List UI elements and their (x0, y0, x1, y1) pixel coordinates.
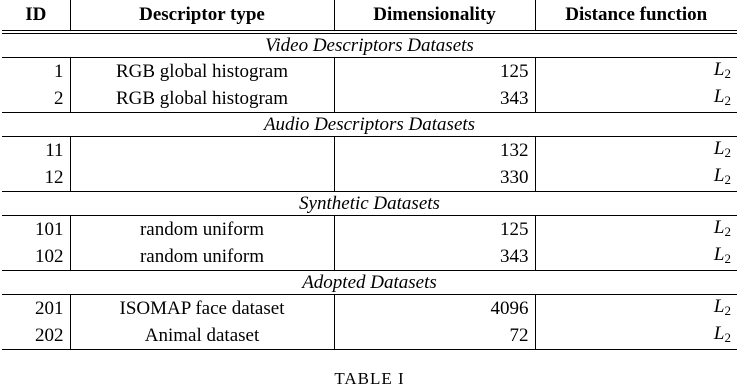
cell-id: 202 (2, 322, 70, 350)
cell-dimensionality: 132 (334, 137, 535, 165)
cell-dimensionality: 72 (334, 322, 535, 350)
cell-dimensionality: 4096 (334, 295, 535, 323)
cell-dimensionality: 343 (334, 243, 535, 271)
cell-descriptor-type (70, 164, 334, 192)
cell-id: 11 (45, 140, 64, 161)
distance-symbol: L (713, 244, 725, 265)
cell-id: 2 (54, 88, 64, 109)
distance-symbol: L (713, 296, 725, 317)
distance-symbol: L (713, 138, 725, 159)
distance-symbol: L (713, 86, 725, 107)
distance-subscript: 2 (724, 66, 731, 81)
cell-distance-function (535, 137, 737, 165)
cell-id: 101 (35, 219, 64, 240)
cell-distance-function (535, 322, 737, 350)
section-title: Video Descriptors Datasets (2, 32, 737, 58)
cell-distance-function (535, 85, 737, 113)
table-row (2, 137, 737, 165)
distance-subscript: 2 (724, 251, 731, 266)
section-header-row (2, 271, 737, 295)
cell-id: 1 (54, 61, 64, 82)
table-header-row (2, 0, 737, 32)
header-id: ID (2, 0, 70, 32)
cell-distance-function (535, 295, 737, 323)
table-row (2, 58, 737, 86)
table-caption: TABLE I (334, 369, 405, 388)
table-row (2, 243, 737, 271)
header-dimensionality: Dimensionality (334, 0, 535, 32)
cell-descriptor-type: RGB global histogram (70, 58, 334, 86)
table-row (2, 295, 737, 323)
cell-dimensionality: 330 (334, 164, 535, 192)
cell-descriptor-type (70, 137, 334, 165)
datasets-table (2, 0, 737, 350)
distance-subscript: 2 (724, 172, 731, 187)
distance-subscript: 2 (724, 303, 731, 318)
section-title: Synthetic Datasets (2, 192, 737, 216)
cell-descriptor-type: random uniform (70, 243, 334, 271)
header-descriptor-type: Descriptor type (70, 0, 334, 32)
header-distance-function: Distance function (535, 0, 737, 32)
cell-dimensionality: 125 (334, 216, 535, 244)
cell-descriptor-type: RGB global histogram (70, 85, 334, 113)
cell-dimensionality: 125 (334, 58, 535, 86)
cell-id: 201 (35, 298, 64, 319)
section-title: Audio Descriptors Datasets (2, 113, 737, 137)
section-header-row (2, 32, 737, 58)
distance-symbol: L (713, 59, 725, 80)
distance-subscript: 2 (724, 145, 731, 160)
cell-id: 102 (35, 246, 64, 267)
cell-descriptor-type: random uniform (70, 216, 334, 244)
cell-id: 12 (44, 167, 64, 188)
section-title: Adopted Datasets (2, 271, 737, 295)
table-row (2, 85, 737, 113)
distance-subscript: 2 (724, 93, 731, 108)
section-header-row (2, 192, 737, 216)
distance-subscript: 2 (724, 224, 731, 239)
cell-distance-function (535, 243, 737, 271)
distance-symbol: L (713, 323, 725, 344)
cell-distance-function (535, 58, 737, 86)
table-row (2, 322, 737, 350)
table-row (2, 216, 737, 244)
distance-subscript: 2 (724, 330, 731, 345)
distance-symbol: L (713, 165, 725, 186)
cell-descriptor-type: ISOMAP face dataset (70, 295, 334, 323)
table-row (2, 164, 737, 192)
table-container (2, 0, 737, 350)
distance-symbol: L (713, 217, 725, 238)
cell-descriptor-type: Animal dataset (70, 322, 334, 350)
table-body (2, 32, 737, 350)
cell-distance-function (535, 164, 737, 192)
cell-distance-function (535, 216, 737, 244)
section-header-row (2, 113, 737, 137)
cell-dimensionality: 343 (334, 85, 535, 113)
